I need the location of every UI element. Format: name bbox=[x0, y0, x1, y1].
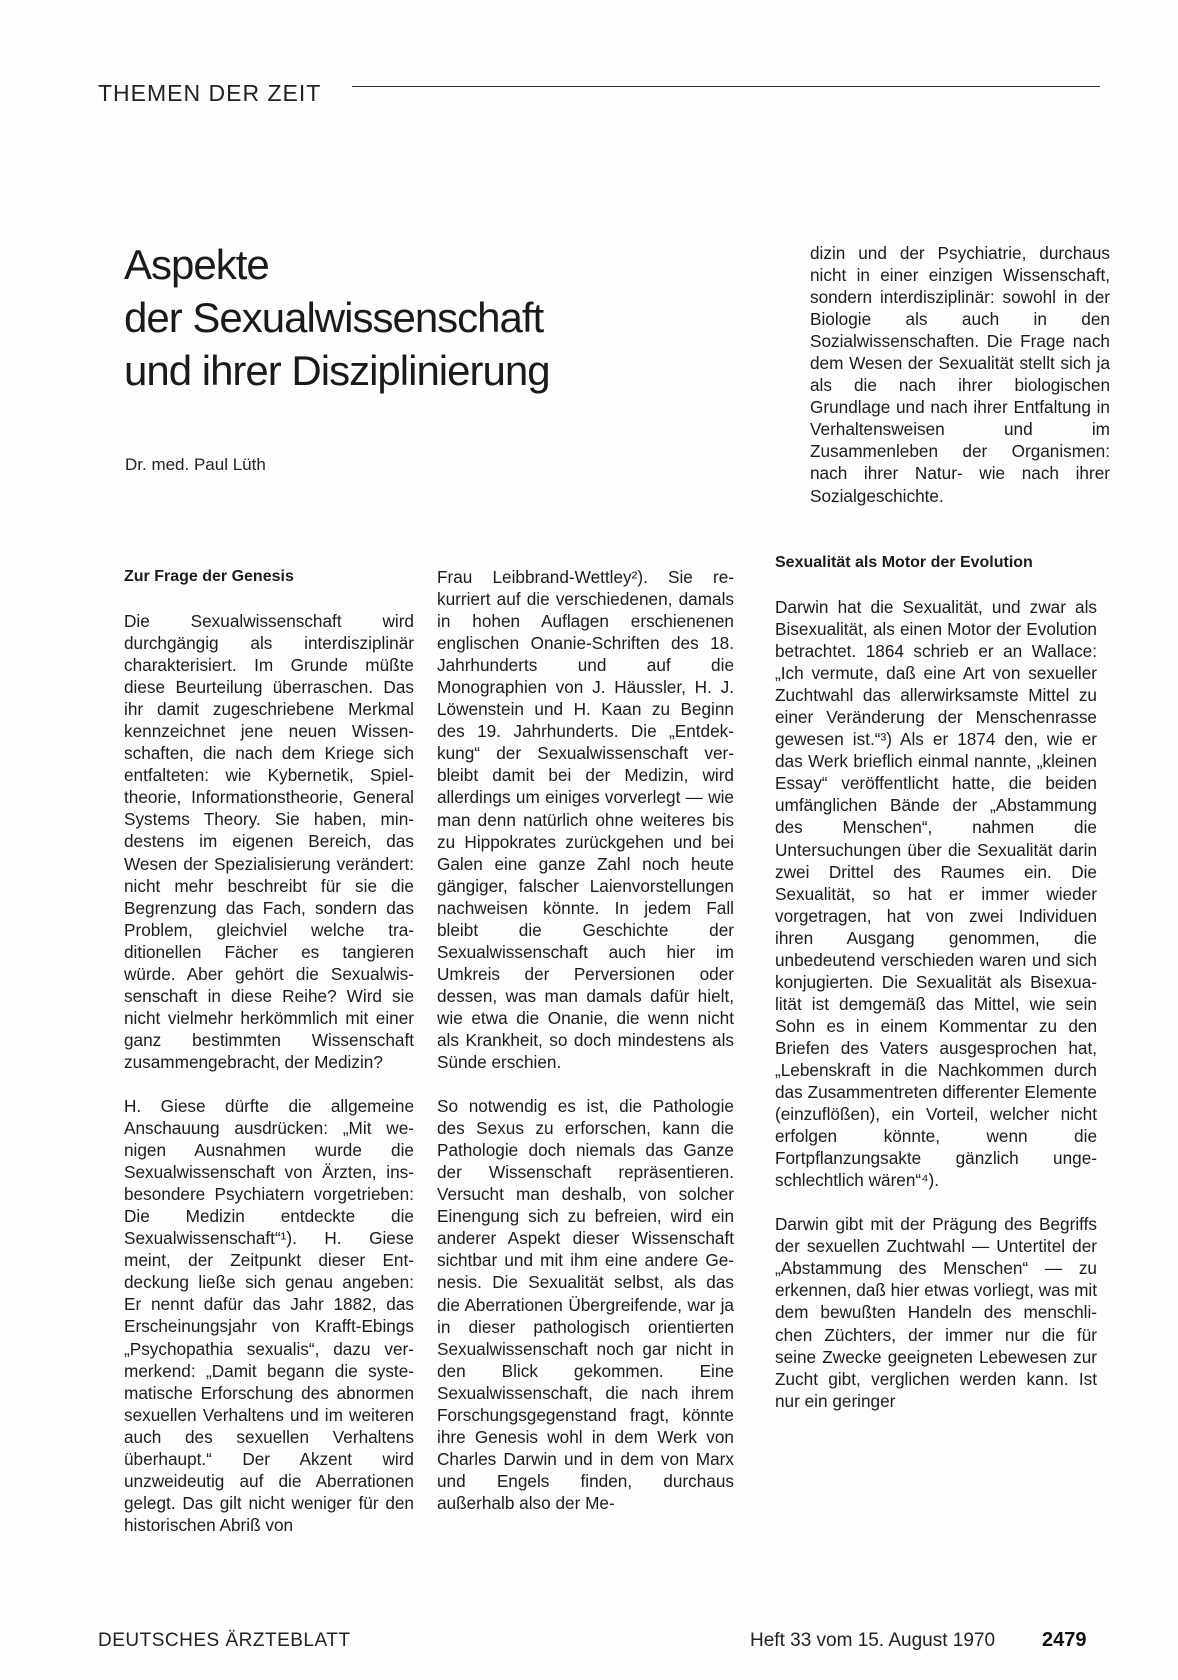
section-heading-genesis: Zur Frage der Genesis bbox=[124, 568, 294, 585]
footer-journal-name: DEUTSCHES ÄRZTEBLATT bbox=[98, 1630, 351, 1651]
title-line-2: der Sexualwissenschaft bbox=[124, 294, 544, 341]
text-column-3 bbox=[775, 552, 1097, 1412]
body-paragraph: Die Sexualwissenschaft wird durchgängig als interdisziplinär charakterisiert. Im Grunde müßte diese Beurteilung überraschen. Das ihr damit zugeschriebene Merkmal kennzeichnet jene neuen Wissenschaften, die nach dem Kriege sich entfalteten: wie Kybernetik, Spieltheorie, Informationstheorie, General Systems Theory. Sie haben, mindestens im eigenen Bereich, das Wesen der Spezialisierung verändert: nicht mehr beschreibt für sie die Begrenzung das Fach, sondern das Problem, gleichviel welche traditionellen Fächer es tangieren würde. Aber gehört die Sexualwissenschaft in diese Reihe? Wird sie nicht vielmehr herkömmlich mit einer ganz bestimmten Wissenschaft zusammengebracht, der Medizin? bbox=[124, 611, 414, 1072]
author-byline: Dr. med. Paul Lüth bbox=[125, 455, 266, 474]
title-line-3: und ihrer Disziplinierung bbox=[124, 347, 550, 394]
body-paragraph: Darwin gibt mit der Prägung des Begriffs der sexuellen Zuchtwahl — Untertitel der „Abstammung des Menschen“ — zu erkennen, daß hier etwas vorliegt, was mit dem bewußten Handeln des menschlichen Züchters, der immer nur die für seine Zwecke geeigneten Lebewesen zur Zucht gibt, verglichen werden kann. Ist nur ein geringer bbox=[775, 1214, 1097, 1411]
title-line-1: Aspekte bbox=[124, 241, 269, 288]
intro-continuation-column bbox=[810, 242, 1110, 507]
article-title bbox=[124, 238, 684, 397]
text-column-1 bbox=[124, 566, 414, 1536]
body-paragraph: So notwendig es ist, die Pathologie des Sexus zu erforschen, kann die Pathologie doch niemals das Ganze der Wissenschaft repräsentieren. Versucht man deshalb, von solcher Einengung sich zu befreien, wird ein anderer Aspekt dieser Wissenschaft sichtbar und mit ihm eine andere Genesis. Die Sexualität selbst, als das die Aberrationen Übergreifende, war ja in dieser pathologisch orientierten Sexualwissenschaft noch gar nicht in den Blick gekommen. Eine Sexualwissenschaft, die nach ihrem Forschungsgegenstand fragt, könnte ihre Genesis wohl in dem Werk von Charles Darwin und in dem von Marx und Engels finden, durchaus außerhalb also der Me- bbox=[437, 1096, 734, 1513]
text-column-2 bbox=[437, 566, 734, 1514]
body-paragraph: H. Giese dürfte die allgemeine Anschauung ausdrücken: „Mit wenigen Ausnahmen wurde die Sexualwissenschaft von Ärzten, insbesondere Psychiatern vorgetrieben: Die Medizin entdeckte die Sexualwissenschaft“¹). H. Giese meint, der Zeitpunkt dieser Entdeckung ließe sich genau angeben: Er nennt dafür das Jahr 1882, das Erscheinungsjahr von Krafft-Ebings „Psychopathia sexualis“, dazu vermerkend: „Damit begann die systematische Erforschung des abnormen sexuellen Verhaltens und im weiteren auch des sexuellen Verhaltens überhaupt.“ Der Akzent wird unzweideutig auf die Aberrationen gelegt. Das gilt nicht weniger für den historischen Abriß von bbox=[124, 1095, 414, 1535]
intro-paragraph: dizin und der Psychiatrie, durchaus nicht in einer einzigen Wissenschaft, sondern interdisziplinär: sowohl in der Biologie als auch in den Sozialwissenschaften. Die Frage nach dem Wesen der Sexualität stellt sich ja als die nach ihrer biologischen Grundlage und nach ihrer Entfaltung in Verhaltensweisen und im Zusammenleben der Organismen: nach ihrer Natur- wie nach ihrer Sozialgeschichte. bbox=[810, 243, 1110, 506]
header-rule bbox=[352, 86, 1100, 87]
section-heading-evolution: Sexualität als Motor der Evolution bbox=[775, 554, 1033, 571]
footer-issue: Heft 33 vom 15. August 1970 bbox=[750, 1630, 996, 1651]
section-rubric: THEMEN DER ZEIT bbox=[98, 80, 322, 106]
body-paragraph: Frau Leibbrand-Wettley²). Sie rekurriert auf die verschiedenen, damals in hohen Auflagen erschienenen englischen Onanie-Schriften des 18. Jahrhunderts und auf die Monographien von J. Häussler, H. J. Löwenstein und H. Kaan zu Beginn des 19. Jahrhunderts. Die „Entdekkung“ der Sexualwissenschaft verbleibt damit bei der Medizin, wird allerdings um einiges vorverlegt — wie man denn natürlich ohne weiteres bis zu Hippokrates zurückgehen und bei Galen eine ganze Zahl noch heute gängiger, falscher Laienvorstellungen nachweisen könnte. In jedem Fall bleibt die Geschichte der Sexualwissenschaft auch hier im Umkreis der Perversionen oder dessen, was man damals dafür hielt, wie etwa die Onanie, die wenn nicht als Krankheit, so doch mindestens als Sünde erschien. bbox=[437, 567, 734, 1073]
body-paragraph: Darwin hat die Sexualität, und zwar als Bisexualität, als einen Motor der Evolution betrachtet. 1864 schrieb er an Wallace: „Ich vermute, daß eine Art von sexueller Zuchtwahl das allerwirksamste Mittel zu einer Veränderung der Menschenrasse gewesen ist.“³) Als er 1874 den, wie er das Werk brieflich einmal nannte, „kleinen Essay“ veröffentlicht hatte, die beiden umfänglichen Bände der „Abstammung des Menschen“, nahmen die Untersuchungen über die Sexualität darin zwei Drittel des Raumes ein. Die Sexualität, so hat er immer wieder vorgetragen, hat von zwei Individuen ihren Ausgang genommen, die unbedeutend verschieden waren und sich konjugierten. Die Sexualität als Bisexualität ist demgemäß das Mittel, wie sein Sohn es in einem Kommentar zu den Briefen des Vaters ausgesprochen hat, „Lebenskraft in die Nachkommen durch das Zusammentreten differenter Elemente (einzuflößen), ein Vorteil, welcher nicht erfolgen könnte, wenn die Fortpflanzungsakte gänzlich ungeschlechtlich wären“⁴). bbox=[775, 597, 1097, 1191]
footer-page-number: 2479 bbox=[1042, 1629, 1087, 1651]
